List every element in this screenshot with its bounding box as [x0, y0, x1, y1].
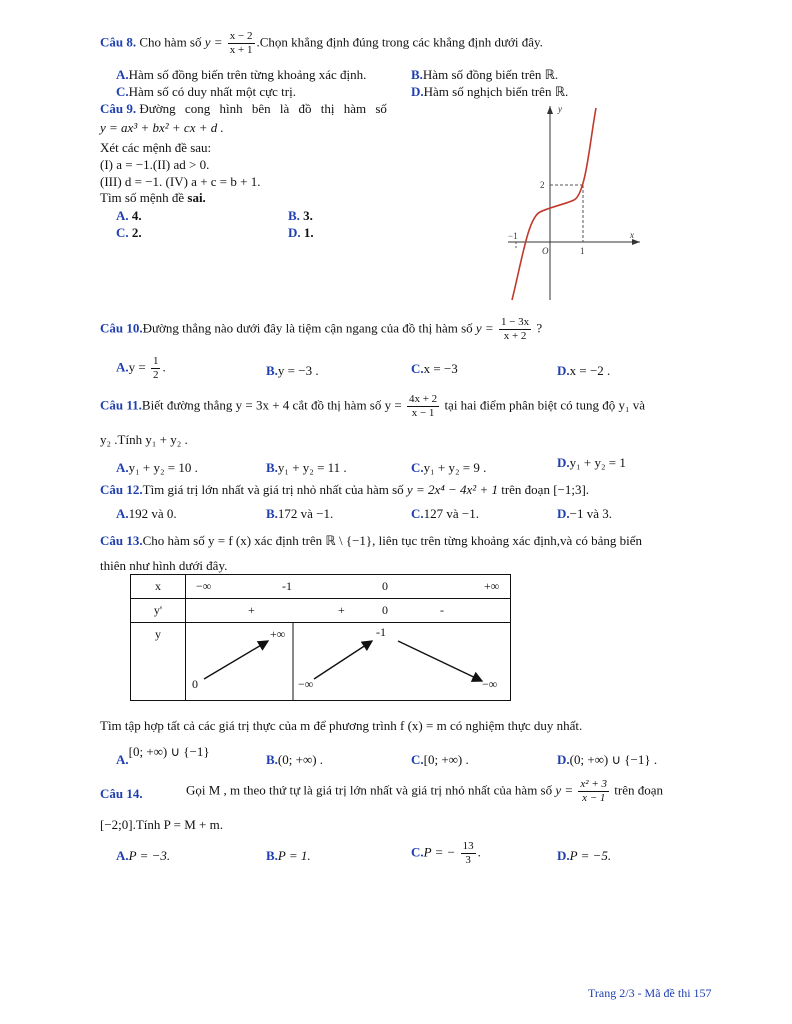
q8-label: Câu 8. — [100, 34, 137, 50]
q9-line6-bold: sai. — [187, 190, 206, 205]
vt-x-neg-inf: −∞ — [196, 579, 212, 593]
q9-option-d[interactable] — [288, 225, 314, 241]
q8-option-a[interactable] — [116, 67, 366, 83]
vt-yprime-cell — [186, 599, 511, 623]
q12-label: Câu 12. — [100, 482, 143, 497]
option-text: [0; +∞) ∪ {−1} — [128, 744, 210, 759]
optC-tail: . — [477, 844, 481, 860]
q14-text-a: Gọi M , m theo thứ tự là giá trị lớn nhất và giá trị nhỏ nhất của hàm số — [186, 782, 553, 798]
vt-y-cell — [186, 623, 511, 701]
option-key: C. — [411, 844, 424, 860]
q10-option-b[interactable] — [266, 363, 319, 379]
q11-option-a[interactable] — [116, 460, 198, 476]
option-key: C. — [411, 460, 424, 475]
q11-y1: y₁ — [618, 397, 630, 413]
q14-label-text: Câu 14. — [100, 786, 143, 801]
option-key: C. — [411, 361, 424, 376]
q13-label: Câu 13. — [100, 533, 143, 548]
q11-text-c: tại hai điểm phân biệt có tung độ — [444, 397, 616, 413]
q12-stem — [100, 482, 589, 498]
q14-stem — [186, 778, 663, 805]
option-text: [0; +∞) . — [423, 752, 469, 767]
q13-option-b[interactable] — [266, 752, 323, 768]
vt-row-x — [131, 575, 511, 599]
q11-option-b[interactable] — [266, 460, 347, 476]
origin-label: O — [542, 246, 549, 256]
option-text: P = −5. — [569, 848, 612, 863]
option-key: D. — [288, 225, 301, 240]
x-axis-label: x — [630, 230, 634, 240]
q14-optC-fraction — [461, 840, 476, 867]
option-key: B. — [266, 848, 278, 863]
q9-function: y = ax³ + bx² + cx + d . — [100, 120, 224, 135]
q8-option-b[interactable] — [411, 67, 558, 83]
q10-tail: ? — [536, 320, 543, 336]
q11-line2: y₂ .Tính y₁ + y₂ . — [100, 432, 188, 447]
option-text: −1 và 3. — [569, 506, 612, 521]
q10-text: Đường thẳng nào dưới đây là tiệm cận ngang của đồ thị hàm số — [142, 320, 473, 336]
option-key: C. — [116, 84, 129, 99]
q11-option-d[interactable] — [557, 455, 626, 471]
q12-option-d[interactable] — [557, 506, 612, 522]
q9-option-b[interactable] — [288, 208, 313, 224]
option-text: 172 và −1. — [277, 506, 334, 521]
q12-option-b[interactable] — [266, 506, 333, 522]
q8-option-d[interactable] — [411, 84, 568, 100]
option-text: (0; +∞) . — [277, 752, 324, 767]
q11-fn-den: x − 1 — [411, 407, 435, 419]
vt-yp-2: + — [338, 603, 345, 617]
option-key: D. — [557, 506, 570, 521]
vt-yp-3: - — [440, 603, 444, 617]
q13-question: Tìm tập hợp tất cả các giá trị thực của m để phương trình f (x) = m có nghiệm thực duy nhất. — [100, 718, 583, 733]
q14-fraction — [578, 778, 609, 805]
q12-text-a: Tìm giá trị lớn nhất và giá trị nhỏ nhất của hàm số — [142, 482, 404, 497]
q9-line5: (III) d = −1. (IV) a + c = b + 1. — [100, 174, 261, 189]
vt-y-left-bottom: 0 — [192, 677, 198, 691]
tick-1-label: 1 — [580, 246, 585, 256]
option-key: A. — [116, 359, 129, 375]
q14-text-b: trên đoạn — [614, 782, 664, 798]
option-text: Hàm số đồng biến trên từng khoảng xác định. — [128, 67, 367, 82]
option-key: B. — [266, 752, 278, 767]
q8-fn-lhs: y = — [204, 34, 223, 50]
q11-option-c[interactable] — [411, 460, 486, 476]
q9-stem-line1 — [100, 101, 458, 117]
option-key: D. — [557, 848, 570, 863]
option-key: A. — [116, 208, 129, 223]
q9-cubic-graph — [500, 100, 650, 305]
q11-label: Câu 11. — [100, 397, 142, 413]
vt-row-y — [131, 623, 511, 701]
q13-text-a: Cho hàm số y = f (x) xác định trên ℝ \ {−1}, liên tục trên từng khoảng xác định,và có bảng biến — [142, 533, 642, 548]
q13-option-d[interactable] — [557, 752, 657, 768]
q8-fn-num: x − 2 — [229, 30, 253, 42]
q8-fraction — [228, 30, 255, 57]
y-axis-arrow — [547, 106, 553, 114]
option-key: B. — [266, 460, 278, 475]
q10-label: Câu 10. — [100, 320, 143, 336]
option-text: Hàm số có duy nhất một cực trị. — [128, 84, 296, 99]
option-key: B. — [266, 506, 278, 521]
q9-line6 — [100, 190, 206, 206]
q8-stem — [100, 30, 543, 57]
variation-table — [130, 574, 511, 701]
vt-yp-zero: 0 — [382, 603, 388, 617]
q10-optA-fraction — [151, 355, 161, 382]
option-key: B. — [411, 67, 423, 82]
vt-row-yprime — [131, 599, 511, 623]
option-text: P = 1. — [277, 848, 311, 863]
q9-line3: Xét các mệnh đề sau: — [100, 140, 212, 155]
option-text: y₁ + y₂ = 10 . — [128, 460, 198, 475]
vt-x-m1: -1 — [282, 579, 292, 593]
option-key: C. — [116, 225, 129, 240]
option-text: y₁ + y₂ = 9 . — [423, 460, 487, 475]
q10-option-a[interactable] — [116, 355, 166, 382]
option-text: 127 và −1. — [423, 506, 479, 521]
option-key: D. — [411, 84, 424, 99]
vt-x-pos-inf: +∞ — [484, 579, 500, 593]
vt-x-cell — [186, 575, 511, 599]
vt-arrow-down-right — [398, 641, 482, 681]
optA-den: 2 — [152, 369, 159, 381]
q9-option-a[interactable] — [116, 208, 142, 224]
vt-h-yprime: y' — [131, 599, 186, 623]
q14-line2: [−2;0].Tính P = M + m. — [100, 817, 223, 832]
q14-option-d[interactable] — [557, 848, 611, 864]
q11-fraction — [407, 393, 439, 420]
q10-option-d[interactable] — [557, 363, 610, 379]
option-key: C. — [411, 506, 424, 521]
q10-fn-den: x + 2 — [503, 330, 527, 342]
tick-m1-label: −1 — [508, 231, 518, 241]
option-text: P = −3. — [128, 848, 171, 863]
option-text: y₁ + y₂ = 1 — [569, 455, 626, 470]
vt-y-left-top: +∞ — [270, 627, 286, 641]
option-key: B. — [266, 363, 278, 378]
q14-fn-den: x − 1 — [582, 792, 606, 804]
q8-fn-den: x + 1 — [229, 44, 253, 56]
q12-fn: y = 2x⁴ − 4x² + 1 — [406, 482, 498, 497]
q14-option-c[interactable] — [411, 840, 481, 867]
q9-option-c[interactable] — [116, 225, 142, 241]
q10-fn-num: 1 − 3x — [500, 316, 530, 328]
optC-den: 3 — [465, 854, 471, 866]
option-key: A. — [116, 848, 129, 863]
q10-stem — [100, 316, 542, 343]
page-footer: Trang 2/3 - Mã đề thi 157 — [588, 986, 712, 1000]
option-text: (0; +∞) ∪ {−1} . — [569, 752, 658, 767]
q11-and: và — [632, 397, 646, 413]
option-text: Hàm số đồng biến trên ℝ. — [422, 67, 559, 82]
tick-2-label: 2 — [540, 180, 545, 190]
q14-option-a[interactable] — [116, 848, 170, 864]
option-text: y = −3 . — [277, 363, 319, 378]
optA-tail: . — [162, 359, 166, 375]
option-key: A. — [116, 506, 129, 521]
optA-num: 1 — [152, 355, 159, 367]
q13-text-b: thiên như hình dưới đây. — [100, 558, 228, 573]
q13-option-a[interactable] — [116, 744, 210, 767]
cubic-curve — [512, 108, 596, 300]
option-text: x = −3 — [423, 361, 458, 376]
q11-fn-lhs: y = — [384, 397, 402, 413]
q9-line6-text: Tìm số mệnh đề — [100, 190, 185, 205]
option-text: 192 và 0. — [128, 506, 177, 521]
q10-fraction — [499, 316, 531, 343]
option-text: 4. — [131, 208, 142, 223]
q9-line4: (I) a = −1.(II) ad > 0. — [100, 157, 210, 172]
vt-arrows — [186, 623, 510, 701]
q14-option-b[interactable] — [266, 848, 311, 864]
vt-y-mid-top: -1 — [376, 625, 386, 639]
option-key: A. — [116, 460, 129, 475]
vt-h-y: y — [131, 623, 186, 701]
option-text: y = — [128, 359, 146, 375]
q11-text-a: Biết đường thẳng — [141, 397, 233, 413]
q11-fn-num: 4x + 2 — [408, 393, 438, 405]
vt-arrow-up-left — [204, 641, 268, 679]
q8-text-b: .Chọn khẳng định đúng trong các khẳng định dưới đây. — [256, 34, 543, 50]
option-text: y₁ + y₂ = 11 . — [277, 460, 347, 475]
option-key: A. — [116, 752, 129, 767]
option-key: D. — [557, 752, 570, 767]
vt-yp-1: + — [248, 603, 255, 617]
option-text: Hàm số nghịch biến trên ℝ. — [423, 84, 569, 99]
option-text: x = −2 . — [569, 363, 611, 378]
q12-text-b: trên đoạn — [501, 482, 550, 497]
option-key: D. — [557, 455, 570, 470]
q13-option-c[interactable] — [411, 752, 469, 768]
q8-text-a: Cho hàm số — [139, 34, 202, 50]
option-key: A. — [116, 67, 129, 82]
q13-stem — [100, 533, 642, 549]
q11-line: y = 3x + 4 — [235, 397, 290, 413]
q14-label — [100, 786, 143, 802]
option-text: 3. — [303, 208, 313, 223]
vt-y-mid-bottom: −∞ — [298, 677, 314, 691]
q9-label: Câu 9. — [100, 101, 137, 116]
q14-fn-lhs: y = — [555, 782, 574, 798]
q12-option-c[interactable] — [411, 506, 479, 522]
vt-y-right-bottom: −∞ — [482, 677, 498, 691]
optC-num: 13 — [462, 840, 474, 852]
q12-option-a[interactable] — [116, 506, 177, 522]
y-axis-label: y — [558, 104, 562, 114]
q11-stem — [100, 393, 645, 420]
q9-line1: Đường cong hình bên là đồ thị hàm số — [139, 101, 387, 116]
option-text: 1. — [303, 225, 314, 240]
q14-fn-num: x² + 3 — [580, 778, 608, 790]
option-key: C. — [411, 752, 424, 767]
option-text: 2. — [131, 225, 142, 240]
q8-option-c[interactable] — [116, 84, 296, 100]
vt-x-0: 0 — [382, 579, 388, 593]
option-text: P = − — [423, 844, 456, 860]
q11-text-b: cắt đồ thị hàm số — [292, 397, 382, 413]
q12-interval: [−1;3]. — [553, 482, 590, 497]
q10-fn-lhs: y = — [475, 320, 494, 336]
q10-option-c[interactable] — [411, 361, 458, 377]
vt-arrow-up-mid — [314, 641, 372, 679]
option-key: D. — [557, 363, 570, 378]
option-key: B. — [288, 208, 300, 223]
vt-h-x: x — [131, 575, 186, 599]
